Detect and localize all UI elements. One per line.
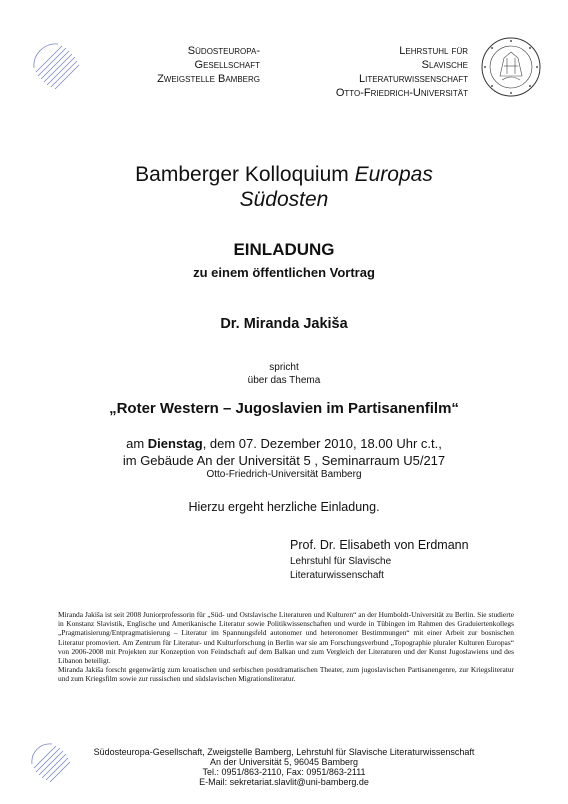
header-left-line: Zweigstelle Bamberg [157,73,260,85]
invitation-heading: EINLADUNG [233,240,335,259]
signature-name: Prof. Dr. Elisabeth von Erdmann [290,538,469,552]
welcome-text: Hierzu ergeht herzliche Einladung. [188,500,380,514]
footer [0,747,568,787]
talk-title: „Roter Western – Jugoslavien im Partisanenfilm“ [109,400,459,417]
speaker-biography [58,610,514,684]
header-right-line: Slavische [421,59,468,71]
colloquium-title: Bamberger Kolloquium Europas Südosten [135,163,433,211]
footer-line: An der Universität 5, 96045 Bamberg [209,757,359,767]
header-right [298,44,468,100]
speaker-spricht: spricht [269,362,299,373]
bio-paragraph: Miranda Jakiša forscht gegenwärtig zum kroatischen und serbischen postdramatischen Theater, zum jugoslavischen Partisanengenre, zur Kriegsliteratur und zum Kriegsfilm sowie zur russischen und südslavischen Migrationsliteratur. [58,665,514,684]
speaker-thema: über das Thema [247,375,321,386]
footer-line: Tel.: 0951/863-2110, Fax: 0951/863-2111 [202,767,366,777]
soe-gesellschaft-logo [28,38,84,94]
invitation-subheading: zu einem öffentlichen Vortrag [193,265,375,280]
signature-chair: Lehrstuhl für Slavische [290,556,392,567]
footer-line: Südosteuropa-Gesellschaft, Zweigstelle Bamberg, Lehrstuhl für Slavische Literaturwissenschaft [93,747,475,757]
signature-department: Literaturwissenschaft [290,570,384,581]
event-date: am Dienstag, dem 07. Dezember 2010, 18.00 Uhr c.t., [126,436,442,451]
event-university: Otto-Friedrich-Universität Bamberg [206,469,362,480]
speaker-name: Dr. Miranda Jakiša [220,316,348,332]
header-left-line: Gesellschaft [194,59,260,71]
header-right-line: Lehrstuhl für [399,45,468,57]
event-place: im Gebäude An der Universität 5 , Seminarraum U5/217 [122,453,446,468]
header-left [120,44,260,86]
header-right-line: Literaturwissenschaft [359,73,468,85]
header-left-line: Südosteuropa- [187,45,260,57]
university-seal [480,36,542,98]
bio-paragraph: Miranda Jakiša ist seit 2008 Juniorprofessorin für „Süd- und Ostslavische Literaturen und Kulturen“ an der Humboldt-Universität zu Berlin. Sie studierte in Konstanz Slavistik, Englische und Amerikanische Literatur sowie Politikwissenschaften und wurde in Tübingen im Rahmen des Graduiertenkollegs „Pragmatisierung/Entpragmatisierung – Literatur im Spannungsfeld autonomer und heteronomer Bestimmungen“ mit einer Arbeit zur bosnischen Literatur promoviert. Am Zentrum für Literatur- und Kulturforschung in Berlin war sie am Forschungsverbund „Topographie pluraler Kulturen Europas“ von 2006-2008 mit Projekten zur Konzeption von Feindschaft auf dem Balkan und zum Vergleich der Literaturen und der Kunst Jugoslawiens und des Libanon beteiligt. [58,610,514,666]
footer-line: E-Mail: sekretariat.slavlit@uni-bamberg.de [199,777,369,787]
header-right-line: Otto-Friedrich-Universität [335,87,468,99]
